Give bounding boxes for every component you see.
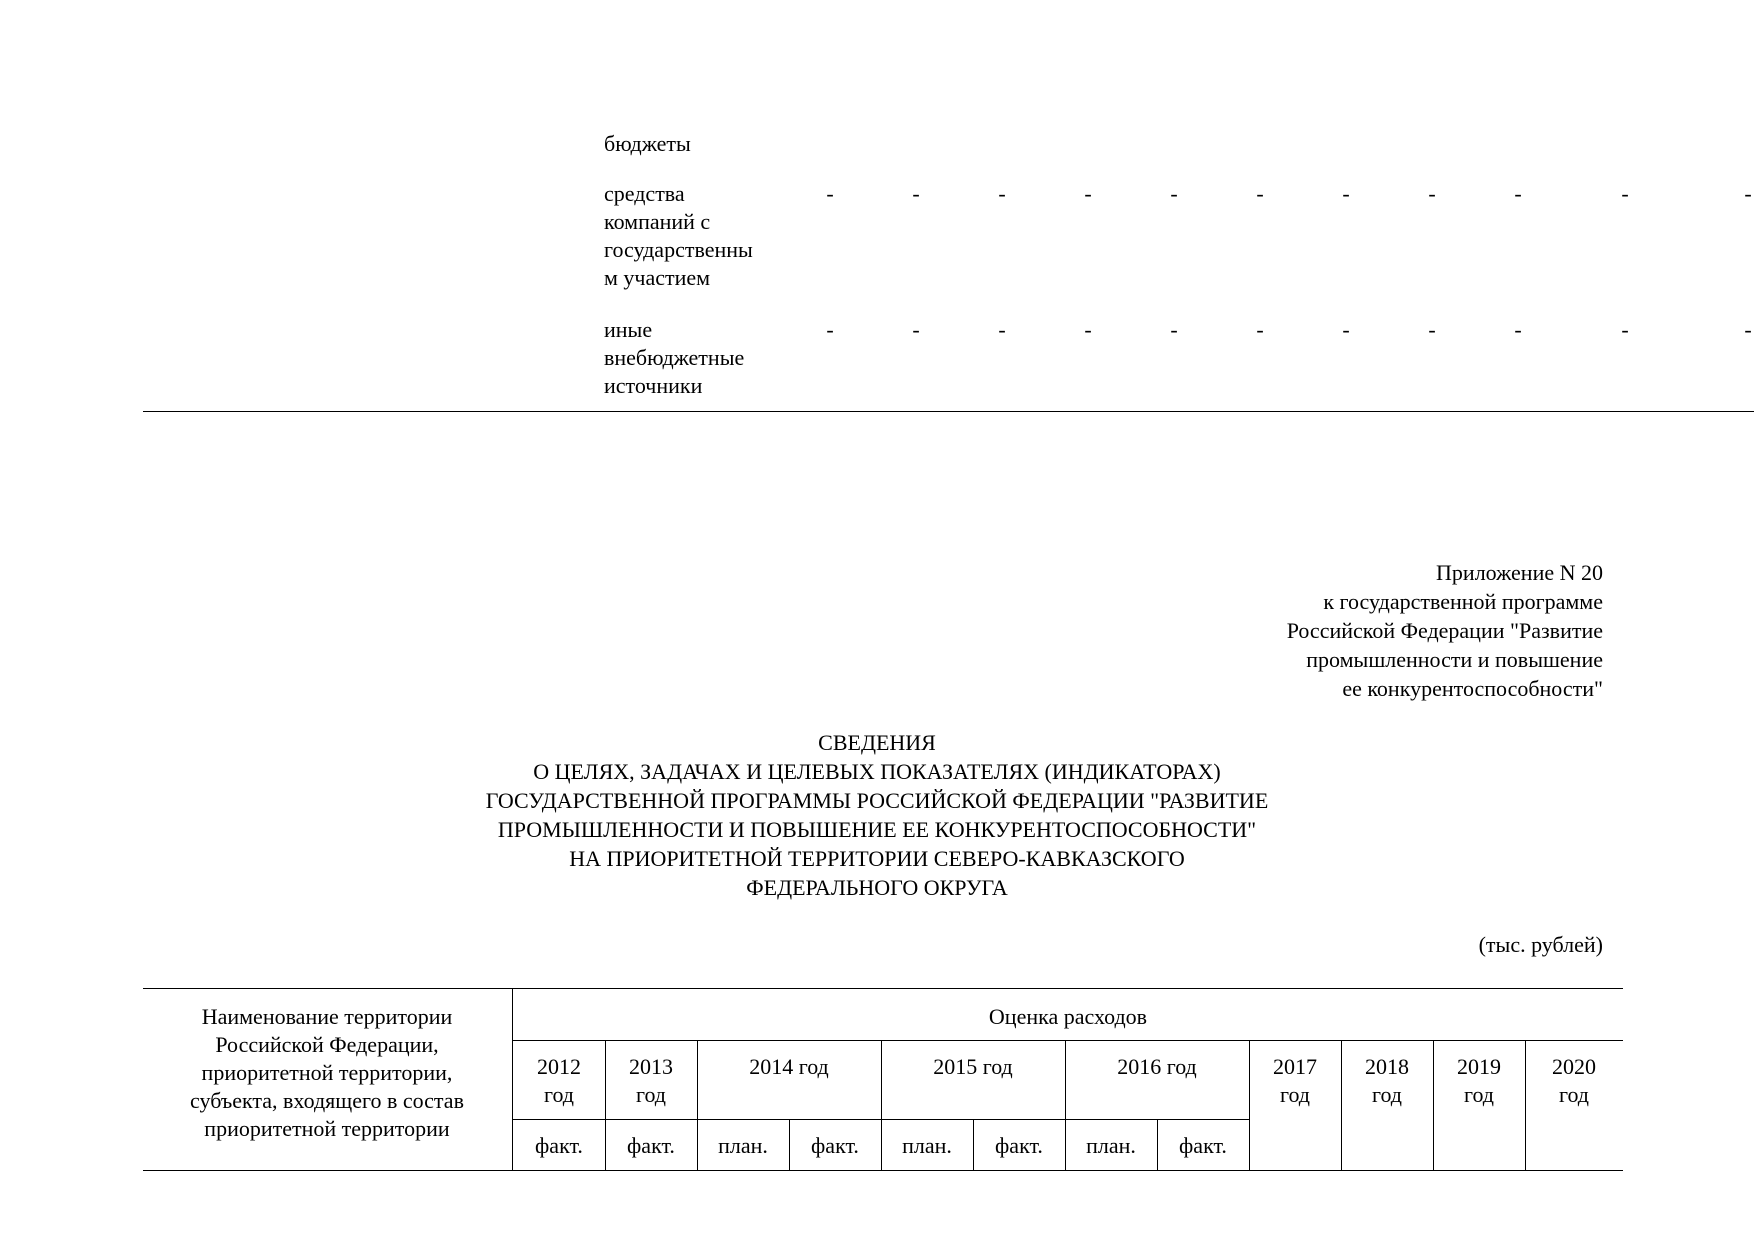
dash-cell: - (826, 181, 834, 206)
subheader-fact: факт. (995, 1133, 1043, 1158)
dash-cell: - (1342, 317, 1350, 342)
dash-cell: - (1084, 317, 1092, 342)
year-2013-header (605, 1053, 697, 1109)
header-line: Наименование территории (201, 1004, 453, 1029)
dash-cell: - (1621, 181, 1629, 206)
year-line: год (1463, 1082, 1495, 1107)
dash-cell: - (912, 181, 920, 206)
row-label-line: компаний с (604, 209, 711, 234)
dash-cell: - (1744, 181, 1752, 206)
year-2017-header (1249, 1053, 1341, 1109)
year-line: 2013 (629, 1054, 673, 1079)
dash-cell: - (912, 317, 920, 342)
subheader-fact: факт. (535, 1133, 583, 1158)
year-2019-header (1433, 1053, 1525, 1109)
row-label-budgets (604, 130, 804, 158)
units-label: (тыс. рублей) (1478, 932, 1603, 957)
year-2018-header (1341, 1053, 1433, 1109)
subheader-plan: план. (1086, 1133, 1136, 1158)
dash-cell: - (1621, 317, 1629, 342)
subheader-fact: факт. (627, 1133, 675, 1158)
year-line: год (1558, 1082, 1590, 1107)
dash-cell: - (1170, 317, 1178, 342)
year-line: 2019 (1457, 1054, 1501, 1079)
dash-cell: - (1084, 181, 1092, 206)
dash-cell: - (998, 317, 1006, 342)
year-2015-header: 2015 год (933, 1054, 1013, 1079)
year-line: год (1279, 1082, 1311, 1107)
row-label-state-companies (604, 180, 804, 292)
appendix-line: ее конкурентоспособности" (1342, 676, 1603, 701)
year-line: 2012 (537, 1054, 581, 1079)
dash-cell: - (1256, 317, 1264, 342)
subheader-fact: факт. (811, 1133, 859, 1158)
appendix-line: промышленности и повышение (1306, 647, 1603, 672)
appendix-line: Приложение N 20 (1436, 560, 1603, 585)
row-label-line: средства (604, 181, 685, 206)
dash-cell: - (998, 181, 1006, 206)
dash-cell: - (1256, 181, 1264, 206)
row-label-other-sources (604, 316, 804, 400)
dash-cell: - (1514, 317, 1522, 342)
appendix-note (1103, 558, 1603, 703)
title-line: ПРОМЫШЛЕННОСТИ И ПОВЫШЕНИЕ ЕЕ КОНКУРЕНТОСПОСОБНОСТИ" (497, 817, 1257, 842)
row-label-line: внебюджетные (604, 345, 745, 370)
year-2012-header (513, 1053, 605, 1109)
title-line: СВЕДЕНИЯ (818, 730, 936, 755)
year-2014-header: 2014 год (749, 1054, 829, 1079)
year-line: 2018 (1365, 1054, 1409, 1079)
header-line: Российской Федерации, (215, 1032, 439, 1057)
expenditure-group-header: Оценка расходов (988, 1004, 1148, 1029)
dash-cell: - (1170, 181, 1178, 206)
dash-cell: - (1428, 317, 1436, 342)
row-label-line: государственны (604, 237, 753, 262)
year-line: год (1371, 1082, 1403, 1107)
dash-cell: - (1342, 181, 1350, 206)
appendix-line: Российской Федерации "Развитие (1286, 618, 1603, 643)
dash-cell: - (826, 317, 834, 342)
header-line: субъекта, входящего в состав (190, 1088, 464, 1113)
year-line: 2020 (1552, 1054, 1596, 1079)
subheader-fact: факт. (1179, 1133, 1227, 1158)
title-line: О ЦЕЛЯХ, ЗАДАЧАХ И ЦЕЛЕВЫХ ПОКАЗАТЕЛЯХ (ИНДИКАТОРАХ) (533, 759, 1221, 784)
row-divider (513, 1119, 1249, 1120)
year-line: 2017 (1273, 1054, 1317, 1079)
row-label-line: иные (604, 317, 653, 342)
title-line: НА ПРИОРИТЕТНОЙ ТЕРРИТОРИИ СЕВЕРО-КАВКАЗСКОГО (569, 846, 1185, 871)
territory-column-header (143, 1003, 511, 1143)
row-divider (513, 1040, 1623, 1041)
subheader-plan: план. (902, 1133, 952, 1158)
title-line: ФЕДЕРАЛЬНОГО ОКРУГА (746, 875, 1008, 900)
dash-cell: - (1428, 181, 1436, 206)
year-2020-header (1525, 1053, 1623, 1109)
expenditure-table-header (143, 988, 1623, 1171)
header-line: приоритетной территории, (201, 1060, 453, 1085)
row-label-line: источники (604, 373, 703, 398)
header-line: приоритетной территории (204, 1116, 450, 1141)
document-title (277, 728, 1477, 902)
row-label-line: бюджеты (604, 131, 691, 156)
table-bottom-rule (143, 411, 1754, 412)
appendix-line: к государственной программе (1323, 589, 1603, 614)
year-2016-header: 2016 год (1117, 1054, 1197, 1079)
dash-cell: - (1744, 317, 1752, 342)
title-line: ГОСУДАРСТВЕННОЙ ПРОГРАММЫ РОССИЙСКОЙ ФЕДЕРАЦИИ "РАЗВИТИЕ (485, 788, 1269, 813)
subheader-plan: план. (718, 1133, 768, 1158)
year-line: год (543, 1082, 575, 1107)
row-label-line: м участием (604, 265, 711, 290)
dash-cell: - (1514, 181, 1522, 206)
year-line: год (635, 1082, 667, 1107)
